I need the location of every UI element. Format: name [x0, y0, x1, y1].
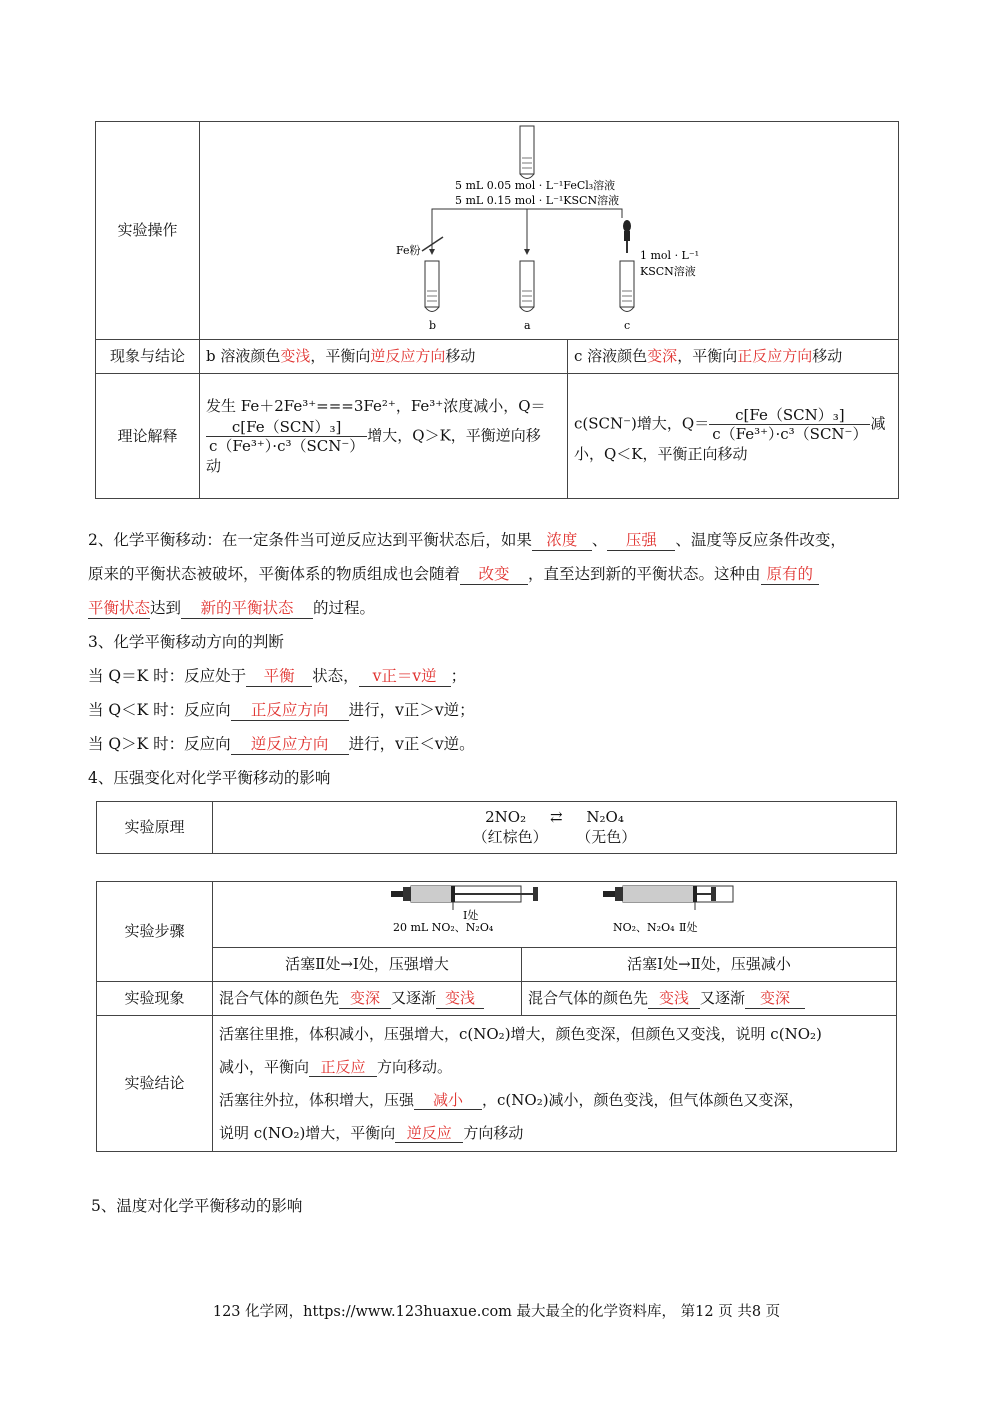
- test-tube-diagram: [200, 123, 897, 339]
- tube-b-icon: [425, 261, 439, 312]
- step-right: 活塞Ⅰ处→Ⅱ处，压强减小: [522, 948, 897, 982]
- phenomenon-decrease: 混合气体的颜色先 变浅 又逐渐 变深: [522, 982, 897, 1016]
- section2-line3: 平衡状态达到 新的平衡状态 的过程。: [88, 598, 908, 619]
- dropper-icon: [623, 220, 631, 253]
- principle-content: 2NO₂ ⇄ N₂O₄ （红棕色） （无色）: [213, 802, 897, 854]
- tube-b-label: b: [429, 318, 437, 332]
- tube-a-label: a: [524, 318, 531, 332]
- section5-title: 5、温度对化学平衡移动的影响: [91, 1197, 303, 1215]
- pressure-experiment-table: [96, 881, 897, 1152]
- syringe-diagram: [213, 883, 893, 947]
- top-test-tube-icon: [520, 126, 534, 179]
- tube-c-icon: [620, 261, 634, 312]
- operation-figure-cell: [200, 122, 899, 340]
- conclusion-label: 实验结论: [97, 1016, 213, 1152]
- row-label-theory: 理论解释: [96, 374, 200, 499]
- equilibrium-experiment-table: [95, 121, 899, 499]
- section3-rule3: 当 Q＞K 时：反应向 逆反应方向 进行，v正＜v逆。: [88, 734, 908, 755]
- row-label-operation: 实验操作: [96, 122, 200, 340]
- figure-right-reagent-2: KSCN溶液: [640, 264, 696, 278]
- phenomenon-left: b 溶液颜色变浅，平衡向逆反应方向移动: [200, 340, 568, 374]
- figure-right-reagent-1: 1 mol · L⁻¹: [640, 248, 700, 262]
- principle-label: 实验原理: [97, 802, 213, 854]
- syringe-1-icon: [391, 886, 538, 910]
- syringe-figure-cell: [213, 882, 897, 948]
- figure-line2: 5 mL 0.15 mol · L⁻¹KSCN溶液: [455, 193, 620, 207]
- tube-a-icon: [520, 261, 534, 312]
- step-left: 活塞Ⅱ处→Ⅰ处，压强增大: [213, 948, 522, 982]
- syringe1-label1: 20 mL NO₂、N₂O₄: [393, 920, 494, 934]
- tube-c-label: c: [624, 318, 631, 332]
- section2-line1: 2、化学平衡移动：在一定条件当可逆反应达到平衡状态后，如果 浓度 、 压强 、温度等反应条件改变，: [88, 530, 908, 551]
- row-label-phenomenon: 现象与结论: [96, 340, 200, 374]
- steps-label: 实验步骤: [97, 882, 213, 982]
- section2-line2: 原来的平衡状态被破坏，平衡体系的物质组成也会随着 改变 ，直至达到新的平衡状态。这种由 原有的: [88, 564, 908, 585]
- syringe-2-icon: [603, 886, 733, 910]
- phenomenon-right: c 溶液颜色变深，平衡向正反应方向移动: [568, 340, 899, 374]
- phenomenon-increase: 混合气体的颜色先 变深 又逐渐 变浅: [213, 982, 522, 1016]
- conclusion-content: 活塞往里推，体积减小，压强增大，c(NO₂)增大，颜色变深，但颜色又变浅，说明 c(NO₂) 减小，平衡向 正反应 方向移动。 活塞往外拉，体积增大，压强 减小 ，c(NO₂)减小，颜色变浅，但气体颜色又变深， 说明 c(NO₂)增大，平衡向 逆反应 方向移动: [213, 1016, 897, 1152]
- syringe1-label2: Ⅰ处: [463, 908, 479, 922]
- phenomenon-label: 实验现象: [97, 982, 213, 1016]
- principle-table: [96, 801, 897, 854]
- figure-line1: 5 mL 0.05 mol · L⁻¹FeCl₃溶液: [455, 178, 616, 192]
- syringe2-label2: Ⅱ处: [679, 920, 698, 934]
- section3-title: 3、化学平衡移动方向的判断: [88, 633, 284, 651]
- page-footer: 123 化学网，https://www.123huaxue.com 最大最全的化学资料库， 第12 页 共8 页: [212, 1304, 781, 1320]
- section4-title: 4、压强变化对化学平衡移动的影响: [88, 769, 331, 787]
- section3-rule1: 当 Q＝K 时：反应处于 平衡 状态， v正＝v逆 ；: [88, 666, 908, 687]
- theory-left: 发生 Fe＋2Fe³⁺===3Fe²⁺，Fe³⁺浓度减小，Q＝ $\frac{\text{c[Fe（SCN）₃]}}{\text{c（Fe³⁺）·c³（SCN⁻）}}$ 增大，Q＞K，平衡逆向移 动: [200, 374, 568, 499]
- figure-left-reagent: Fe粉: [396, 243, 421, 257]
- theory-right: c(SCN⁻)增大，Q＝ $\frac{\text{c[Fe（SCN）₃]}}{\text{c（Fe³⁺）·c³（SCN⁻）}}$ 减 小，Q＜K，平衡正向移动: [568, 374, 899, 499]
- syringe2-label1: NO₂、N₂O₄: [613, 920, 675, 934]
- section3-rule2: 当 Q＜K 时：反应向 正反应方向 进行，v正＞v逆；: [88, 700, 908, 721]
